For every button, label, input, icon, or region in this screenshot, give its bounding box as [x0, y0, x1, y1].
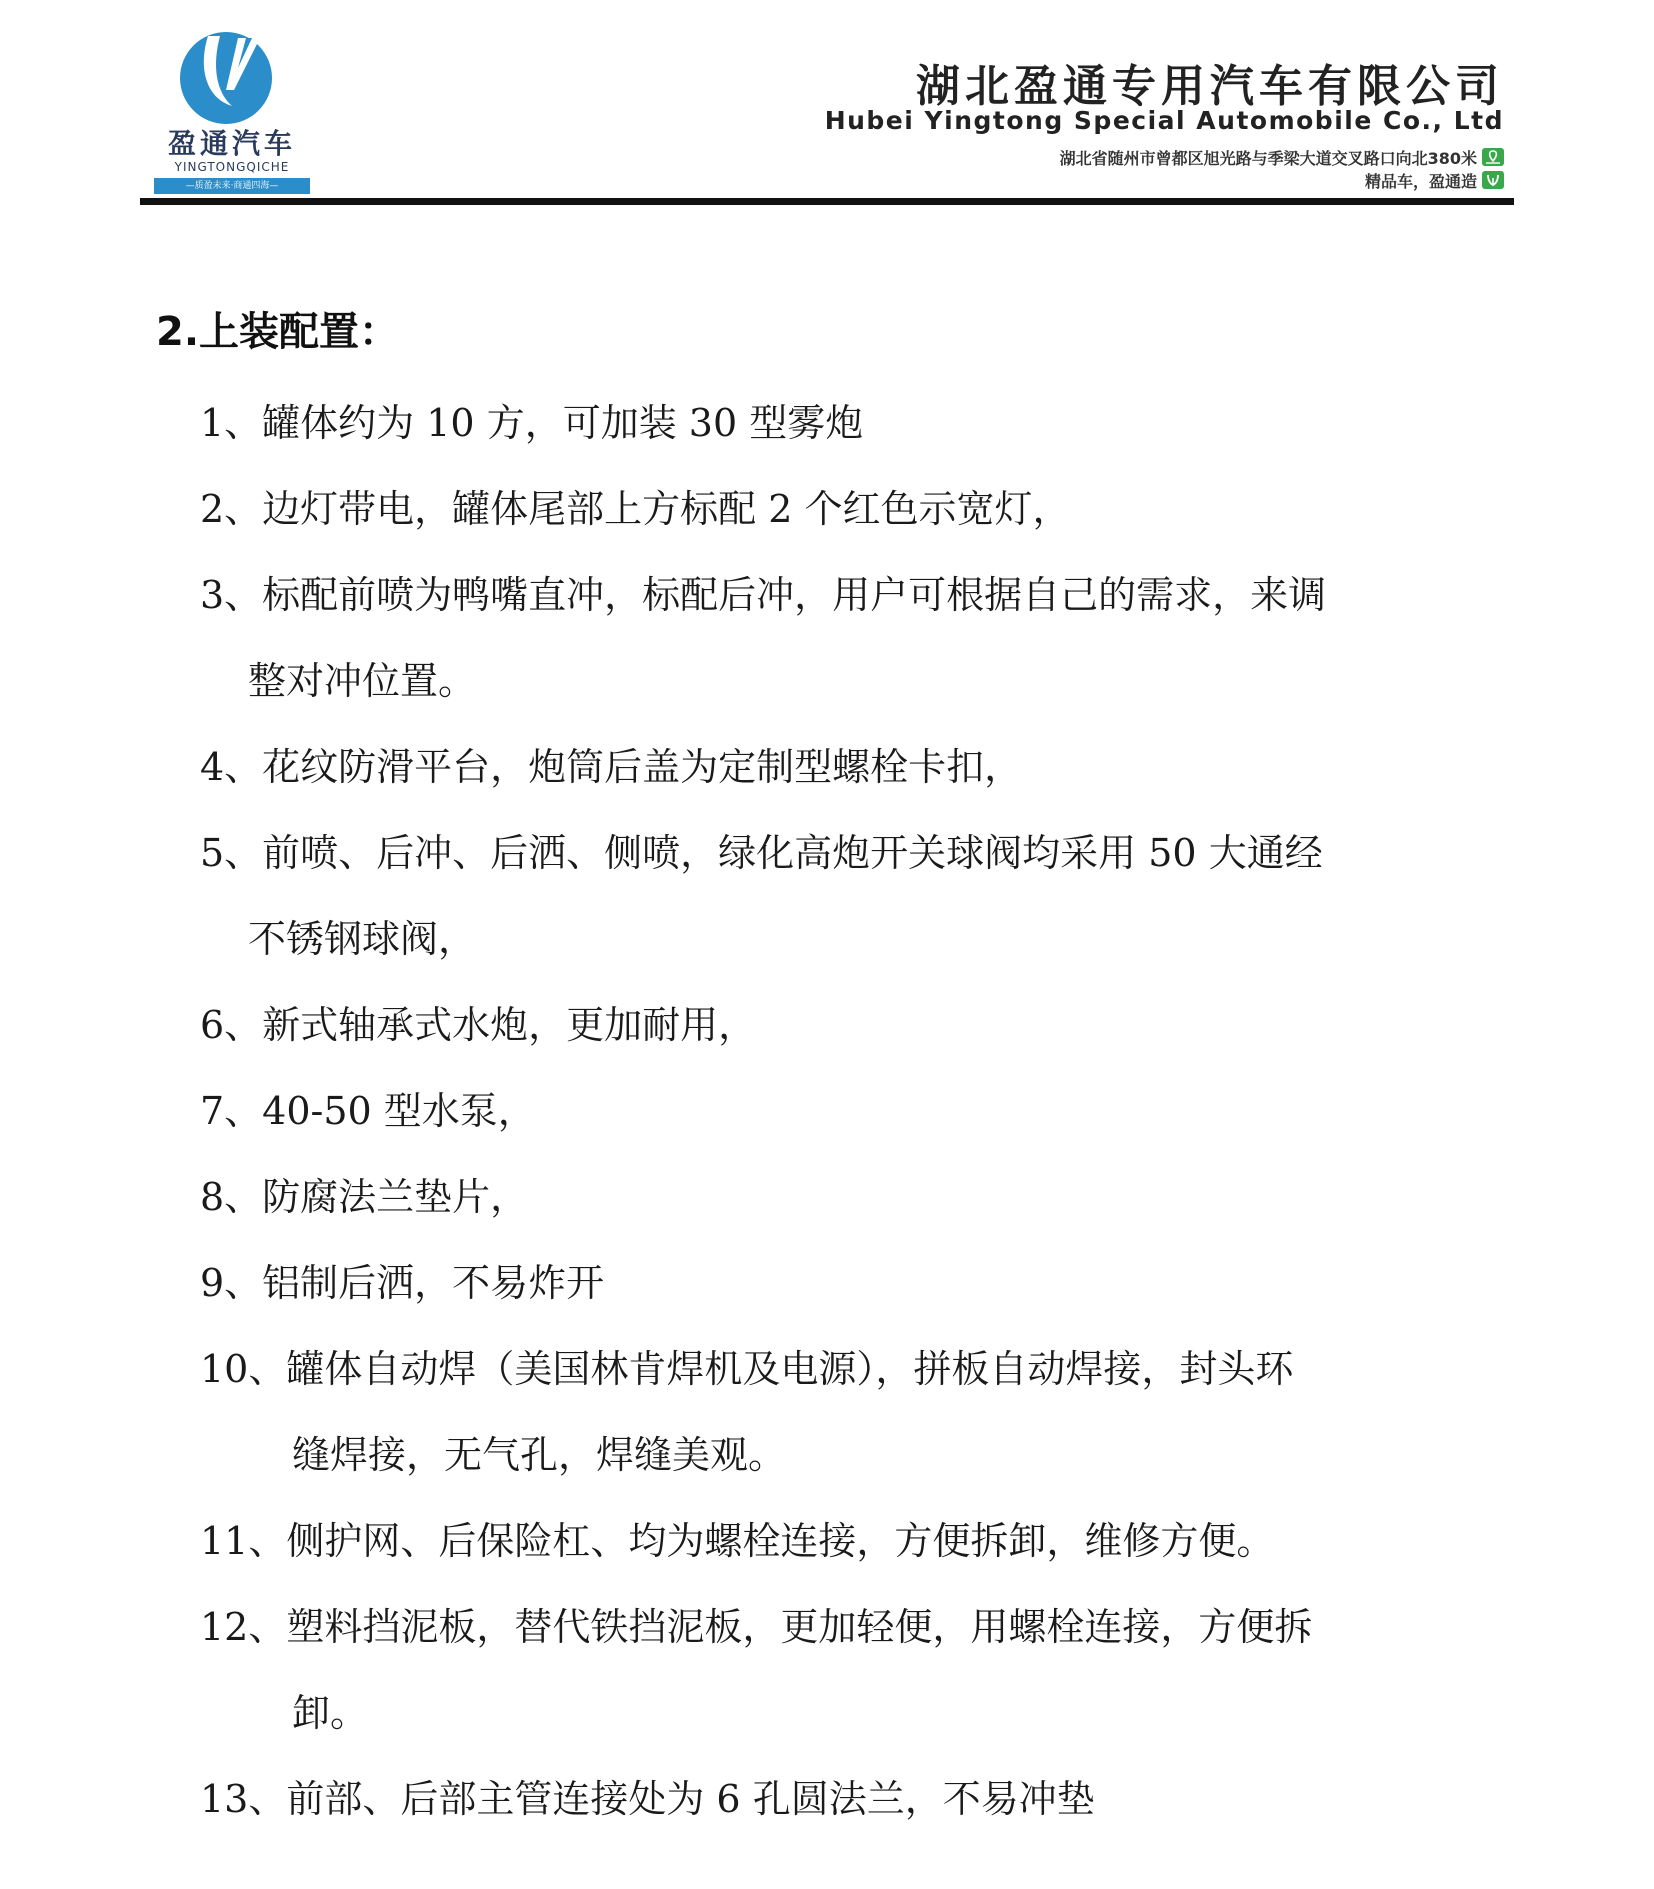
location-icon [1482, 148, 1504, 166]
list-item: 13、前部、后部主管连接处为 6 孔圆法兰，不易冲垫 [200, 1777, 1095, 1821]
list-item: 4、花纹防滑平台，炮筒后盖为定制型螺栓卡扣， [200, 745, 1023, 789]
list-item: 7、40-50 型水泵， [200, 1089, 536, 1133]
list-item: 10、罐体自动焊（美国林肯焊机及电源），拼板自动焊接，封头环 [200, 1347, 1294, 1391]
list-item: 3、标配前喷为鸭嘴直冲，标配后冲，用户可根据自己的需求，来调 [200, 573, 1327, 617]
company-name-en: Hubei Yingtong Special Automobile Co., Ltd [824, 106, 1504, 135]
list-item-continuation: 缝焊接，无气孔，焊缝美观。 [292, 1433, 787, 1477]
list-item: 1、罐体约为 10 方，可加装 30 型雾炮 [200, 401, 864, 445]
logo-mark-icon [168, 28, 288, 128]
list-item: 6、新式轴承式水炮，更加耐用， [200, 1003, 757, 1047]
company-address: 湖北省随州市曾都区旭光路与季梁大道交叉路口向北380米 [1059, 148, 1477, 168]
company-name-cn: 湖北盈通专用汽车有限公司 [916, 61, 1504, 112]
list-item-continuation: 不锈钢球阀， [248, 917, 477, 961]
list-item-continuation: 整对冲位置。 [248, 659, 477, 703]
list-item: 11、侧护网、后保险杠、均为螺栓连接，方便拆卸，维修方便。 [200, 1519, 1275, 1563]
list-item: 5、前喷、后冲、后洒、侧喷，绿化高炮开关球阀均采用 50 大通经 [200, 831, 1323, 875]
list-item: 8、防腐法兰垫片， [200, 1175, 529, 1219]
list-item: 12、塑料挡泥板，替代铁挡泥板，更加轻便，用螺栓连接，方便拆 [200, 1605, 1313, 1649]
leaf-icon [1482, 171, 1504, 189]
company-tagline: 精品车，盈通造 [1364, 171, 1477, 191]
company-tagline-line [1365, 170, 1504, 190]
logo-slogan: —质盈未来·商通四海— [154, 178, 310, 194]
company-address-line [1060, 147, 1504, 167]
logo-pinyin: YINGTONGQICHE [174, 160, 290, 174]
list-item: 9、铝制后洒，不易炸开 [200, 1261, 605, 1305]
list-item: 2、边灯带电，罐体尾部上方标配 2 个红色示宽灯， [200, 487, 1071, 531]
list-item-continuation: 卸。 [292, 1691, 369, 1735]
section-title: 2.上装配置： [156, 309, 400, 355]
logo-name: 盈通汽车 [167, 127, 296, 160]
company-logo [148, 28, 316, 196]
header-divider [140, 198, 1514, 205]
